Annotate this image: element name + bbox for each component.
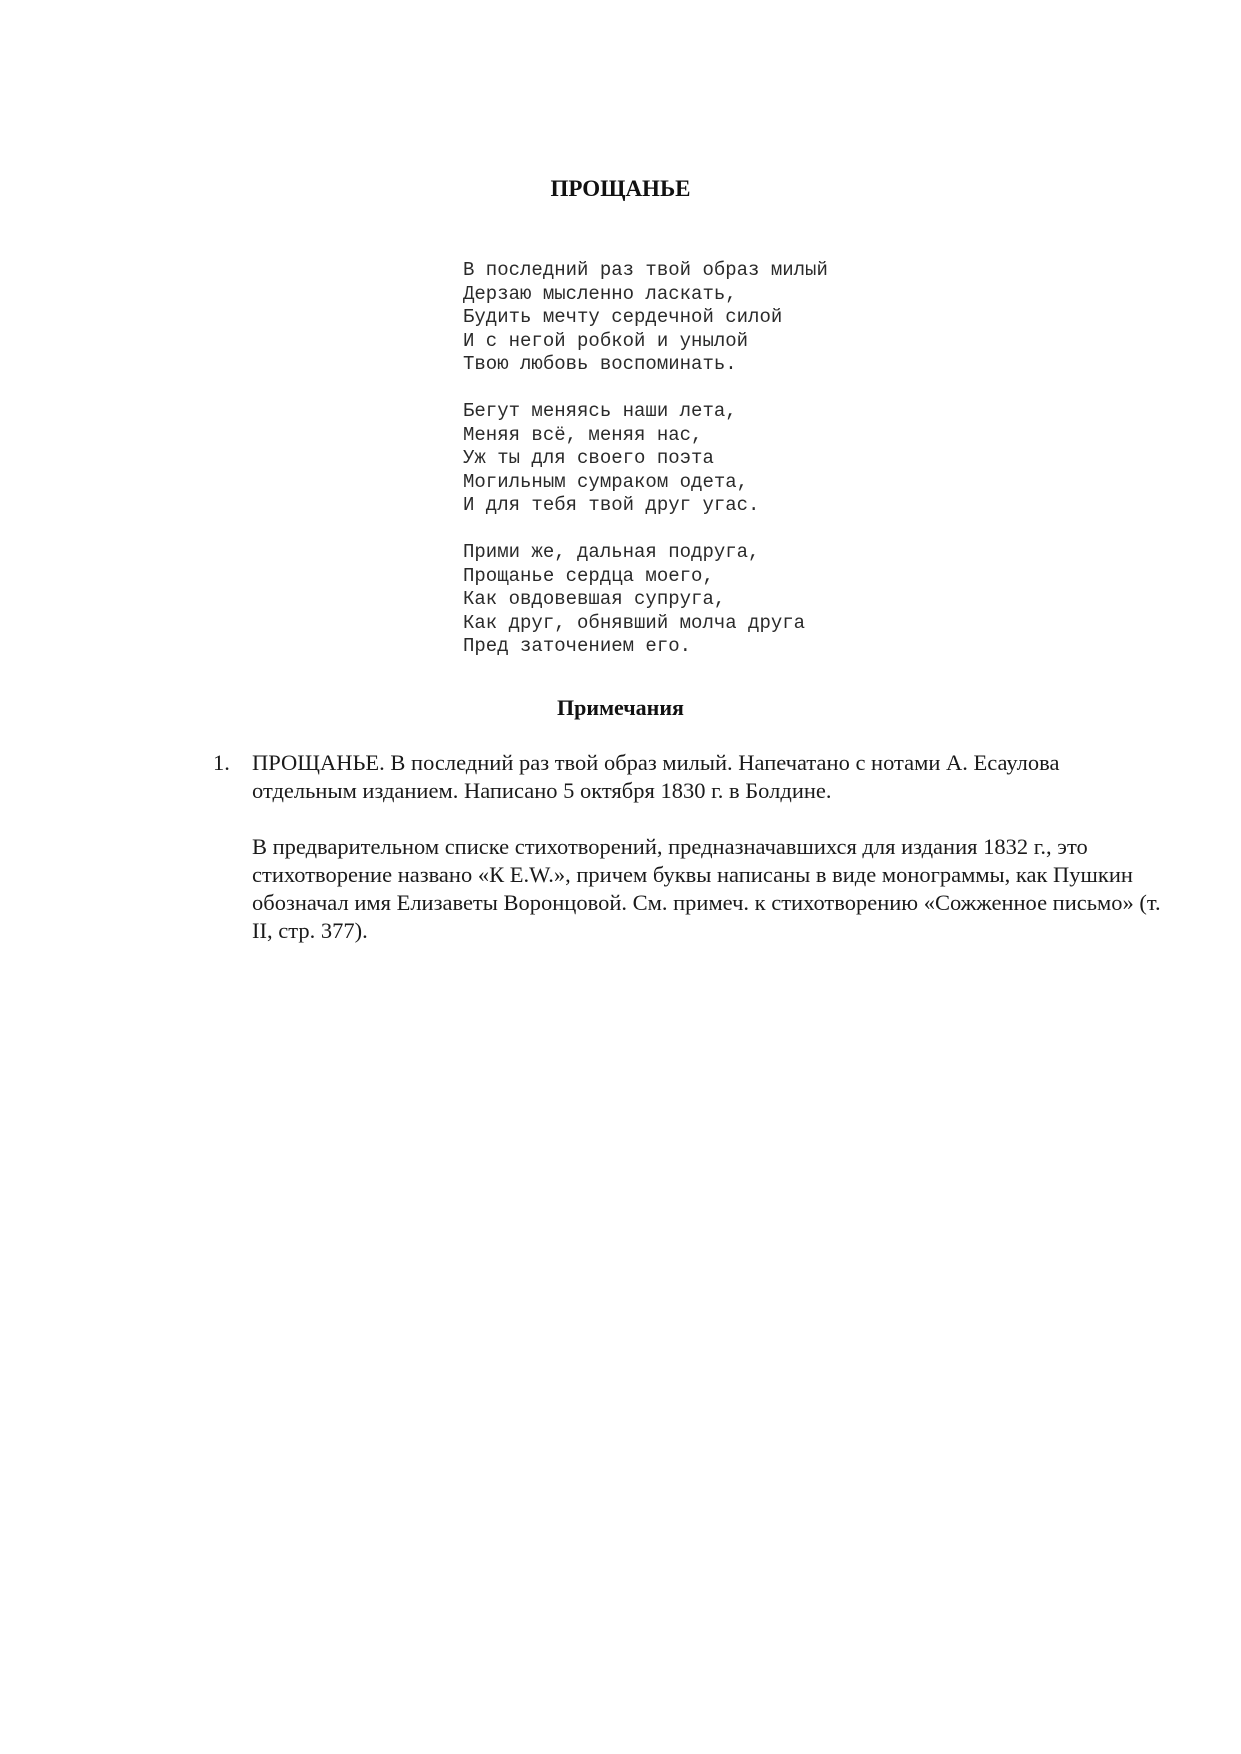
- poem-line: Как овдовевшая супруга,: [463, 588, 726, 610]
- poem-text: [463, 259, 828, 659]
- note-paragraph: ПРОЩАНЬЕ. В последний раз твой образ милый. Напечатано с нотами А. Есаулова отдельным изданием. Написано 5 октября 1830 г. в Болдине.: [252, 750, 1060, 803]
- poem-line: Прими же, дальная подруга,: [463, 541, 760, 563]
- note-item: [213, 749, 1163, 945]
- notes-list: [213, 749, 1163, 945]
- poem-line: Как друг, обнявший молча друга: [463, 611, 806, 634]
- poem-line: И для тебя твой друг угас.: [463, 494, 760, 516]
- poem-line: Твою любовь воспоминать.: [463, 353, 737, 375]
- poem-line: Бегут меняясь наши лета,: [463, 400, 737, 422]
- poem-line: Будить мечту сердечной силой: [463, 306, 783, 328]
- poem-stanza: [463, 400, 828, 518]
- poem-line: Могильным сумраком одета,: [463, 470, 749, 493]
- poem-line: Уж ты для своего поэта: [463, 447, 714, 469]
- note-number: 1.: [213, 750, 230, 775]
- poem-line: Меняя всё, меняя нас,: [463, 423, 703, 446]
- poem-title: ПРОЩАНЬЕ: [550, 176, 691, 201]
- poem-line: И с негой робкой и унылой: [463, 329, 749, 352]
- note-body: [252, 749, 1163, 945]
- notes-heading: Примечания: [557, 695, 684, 720]
- poem-stanza: [463, 259, 828, 377]
- poem-line: Прощанье сердца моего,: [463, 564, 714, 587]
- poem-line: Дерзаю мысленно ласкать,: [463, 282, 737, 305]
- poem-line: В последний раз твой образ милый: [463, 259, 828, 281]
- poem-line: Пред заточением его.: [463, 635, 692, 657]
- poem-stanza: [463, 541, 828, 659]
- note-paragraph: В предварительном списке стихотворений, предназначавшихся для издания 1832 г., это стихотворение названо «К E.W.», причем буквы написаны в виде монограммы, как Пушкин обозначал имя Елизаветы Воронцовой. См. примеч. к стихотворению «Сожженное письмо» (т. II, стр. 377).: [252, 834, 1161, 943]
